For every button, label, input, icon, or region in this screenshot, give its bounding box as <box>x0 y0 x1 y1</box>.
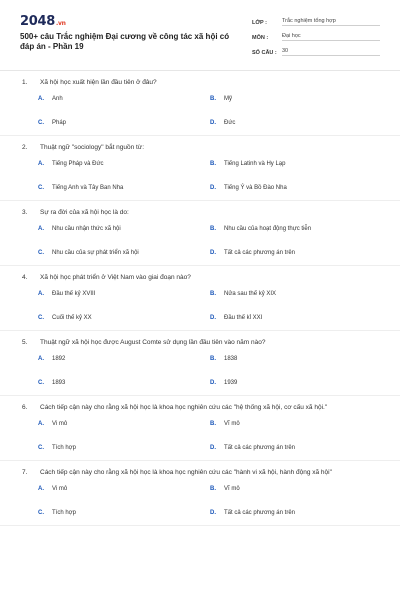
option-letter: A. <box>38 226 44 232</box>
question-number: 3. <box>22 209 28 216</box>
question-text <box>0 78 400 87</box>
option-letter: A. <box>38 96 44 102</box>
option-text: Tất cả các phương án trên <box>224 510 295 516</box>
option-letter: C. <box>38 510 44 516</box>
option-letter: D. <box>210 445 216 451</box>
answer-option[interactable] <box>210 371 382 395</box>
question-number: 5. <box>22 339 28 346</box>
question-body: Xã hội học phát triển ở Việt Nam vào giai đoạn nào? <box>40 274 191 281</box>
meta-value: 30 <box>282 48 380 56</box>
option-text: Nhu cầu nhận thức xã hội <box>52 226 121 232</box>
answer-option[interactable] <box>210 111 382 135</box>
answer-option[interactable] <box>210 477 382 501</box>
option-text: Vĩ mô <box>224 486 240 492</box>
question-item <box>0 338 400 403</box>
option-letter: C. <box>38 315 44 321</box>
option-text: Tiếng Ý và Bồ Đào Nha <box>224 185 287 191</box>
answer-option[interactable] <box>38 371 210 395</box>
option-text: 1939 <box>224 380 238 386</box>
question-body: Thuật ngữ xã hội học được August Comte sử dụng lần đầu tiên vào năm nào? <box>40 339 266 346</box>
question-number: 4. <box>22 274 28 281</box>
option-text: Tích hợp <box>52 445 76 451</box>
answer-option[interactable] <box>210 152 382 176</box>
option-letter: B. <box>210 421 216 427</box>
question-item <box>0 403 400 468</box>
question-spacer <box>0 266 400 273</box>
worksheet-header <box>0 0 400 68</box>
worksheet-meta <box>252 14 380 59</box>
option-text: Tiếng Anh và Tây Ban Nha <box>52 185 124 191</box>
answer-options <box>0 347 400 395</box>
option-letter: C. <box>38 185 44 191</box>
option-letter: D. <box>210 185 216 191</box>
answer-option[interactable] <box>210 87 382 111</box>
question-text <box>0 208 400 217</box>
answer-option[interactable] <box>38 217 210 241</box>
option-letter: A. <box>38 421 44 427</box>
question-spacer <box>0 526 400 533</box>
answer-option[interactable] <box>210 241 382 265</box>
answer-option[interactable] <box>38 111 210 135</box>
answer-option[interactable] <box>210 501 382 525</box>
answer-option[interactable] <box>38 347 210 371</box>
answer-options <box>0 412 400 460</box>
answer-option[interactable] <box>38 501 210 525</box>
option-text: Tiếng Pháp và Đức <box>52 161 104 167</box>
option-letter: B. <box>210 356 216 362</box>
answer-option[interactable] <box>38 412 210 436</box>
question-body: Cách tiếp cận này cho rằng xã hội học là khoa học nghiên cứu các "hệ thống xã hội, cơ cấu xã hội." <box>40 404 328 411</box>
answer-option[interactable] <box>38 176 210 200</box>
answer-option[interactable] <box>210 176 382 200</box>
answer-option[interactable] <box>38 436 210 460</box>
option-text: Đầu thế kỉ XXI <box>224 315 263 321</box>
question-number: 6. <box>22 404 28 411</box>
question-item <box>0 143 400 208</box>
question-text <box>0 273 400 282</box>
answer-options <box>0 217 400 265</box>
option-letter: B. <box>210 96 216 102</box>
question-number: 2. <box>22 144 28 151</box>
option-text: Anh <box>52 96 63 102</box>
option-text: Mỹ <box>224 96 232 102</box>
option-letter: C. <box>38 120 44 126</box>
answer-option[interactable] <box>38 477 210 501</box>
logo-suffix: .vn <box>55 20 66 27</box>
question-item <box>0 78 400 143</box>
option-text: Nhu cầu của hoạt động thực tiễn <box>224 226 312 232</box>
header-divider <box>0 70 400 71</box>
meta-subject <box>252 29 380 41</box>
answer-option[interactable] <box>38 241 210 265</box>
question-body: Sự ra đời của xã hội học là do: <box>40 209 129 216</box>
option-letter: B. <box>210 161 216 167</box>
question-body: Thuật ngữ "sociology" bắt nguồn từ: <box>40 144 145 151</box>
question-spacer <box>0 461 400 468</box>
question-item <box>0 273 400 338</box>
meta-label: LỚP : <box>252 20 267 26</box>
option-text: Đức <box>224 120 236 126</box>
meta-question-count <box>252 44 380 56</box>
meta-label: SỐ CÂU : <box>252 50 277 56</box>
question-spacer <box>0 331 400 338</box>
option-letter: B. <box>210 291 216 297</box>
option-text: Cuối thế kỷ XX <box>52 315 92 321</box>
question-text <box>0 403 400 412</box>
question-body: Cách tiếp cận này cho rằng xã hội học là khoa học nghiên cứu các "hành vi xã hội, hành động xã hội" <box>40 469 332 476</box>
answer-option[interactable] <box>210 347 382 371</box>
site-logo[interactable] <box>20 14 66 29</box>
document-title: 500+ câu Trắc nghiệm Đại cương về công tác xã hội có đáp án - Phần 19 <box>20 32 230 51</box>
question-spacer <box>0 136 400 143</box>
option-letter: D. <box>210 510 216 516</box>
option-text: Vi mô <box>52 486 68 492</box>
option-text: 1892 <box>52 356 66 362</box>
option-letter: B. <box>210 486 216 492</box>
option-letter: A. <box>38 291 44 297</box>
question-item <box>0 468 400 533</box>
meta-value: Đại học <box>282 33 380 41</box>
question-body: Xã hội học xuất hiện lần đầu tiên ở đâu? <box>40 79 157 86</box>
meta-value: Trắc nghiệm tổng hợp <box>282 18 380 26</box>
option-letter: A. <box>38 486 44 492</box>
answer-option[interactable] <box>38 306 210 330</box>
answer-option[interactable] <box>210 217 382 241</box>
answer-option[interactable] <box>210 282 382 306</box>
option-letter: A. <box>38 356 44 362</box>
option-letter: C. <box>38 445 44 451</box>
answer-option[interactable] <box>38 152 210 176</box>
answer-option[interactable] <box>210 412 382 436</box>
option-letter: D. <box>210 120 216 126</box>
meta-label: MÔN : <box>252 35 269 41</box>
question-text <box>0 338 400 347</box>
option-letter: D. <box>210 250 216 256</box>
logo-main: 2048 <box>20 14 55 29</box>
option-text: Vĩ mô <box>224 421 240 427</box>
option-text: Tất cả các phương án trên <box>224 250 295 256</box>
option-text: Tiếng Latinh và Hy Lạp <box>224 161 286 167</box>
answer-options <box>0 152 400 200</box>
option-letter: D. <box>210 380 216 386</box>
question-text <box>0 468 400 477</box>
answer-option[interactable] <box>210 306 382 330</box>
question-text <box>0 143 400 152</box>
option-text: Tất cả các phương án trên <box>224 445 295 451</box>
answer-option[interactable] <box>38 87 210 111</box>
option-text: Nhu cầu của sự phát triển xã hội <box>52 250 139 256</box>
question-item <box>0 208 400 273</box>
answer-options <box>0 477 400 525</box>
answer-options <box>0 87 400 135</box>
question-spacer <box>0 396 400 403</box>
option-text: Pháp <box>52 120 67 126</box>
option-letter: A. <box>38 161 44 167</box>
question-list <box>0 78 400 533</box>
answer-option[interactable] <box>210 436 382 460</box>
option-letter: C. <box>38 250 44 256</box>
question-spacer <box>0 201 400 208</box>
option-letter: C. <box>38 380 44 386</box>
meta-class <box>252 14 380 26</box>
option-text: Đầu thế kỷ XVIII <box>52 291 96 297</box>
answer-options <box>0 282 400 330</box>
option-text: 1838 <box>224 356 238 362</box>
option-text: 1893 <box>52 380 66 386</box>
option-letter: B. <box>210 226 216 232</box>
question-number: 1. <box>22 79 28 86</box>
question-number: 7. <box>22 469 28 476</box>
answer-option[interactable] <box>38 282 210 306</box>
option-text: Tích hợp <box>52 510 76 516</box>
option-text: Vi mô <box>52 421 68 427</box>
option-letter: D. <box>210 315 216 321</box>
option-text: Nửa sau thế kỷ XIX <box>224 291 277 297</box>
